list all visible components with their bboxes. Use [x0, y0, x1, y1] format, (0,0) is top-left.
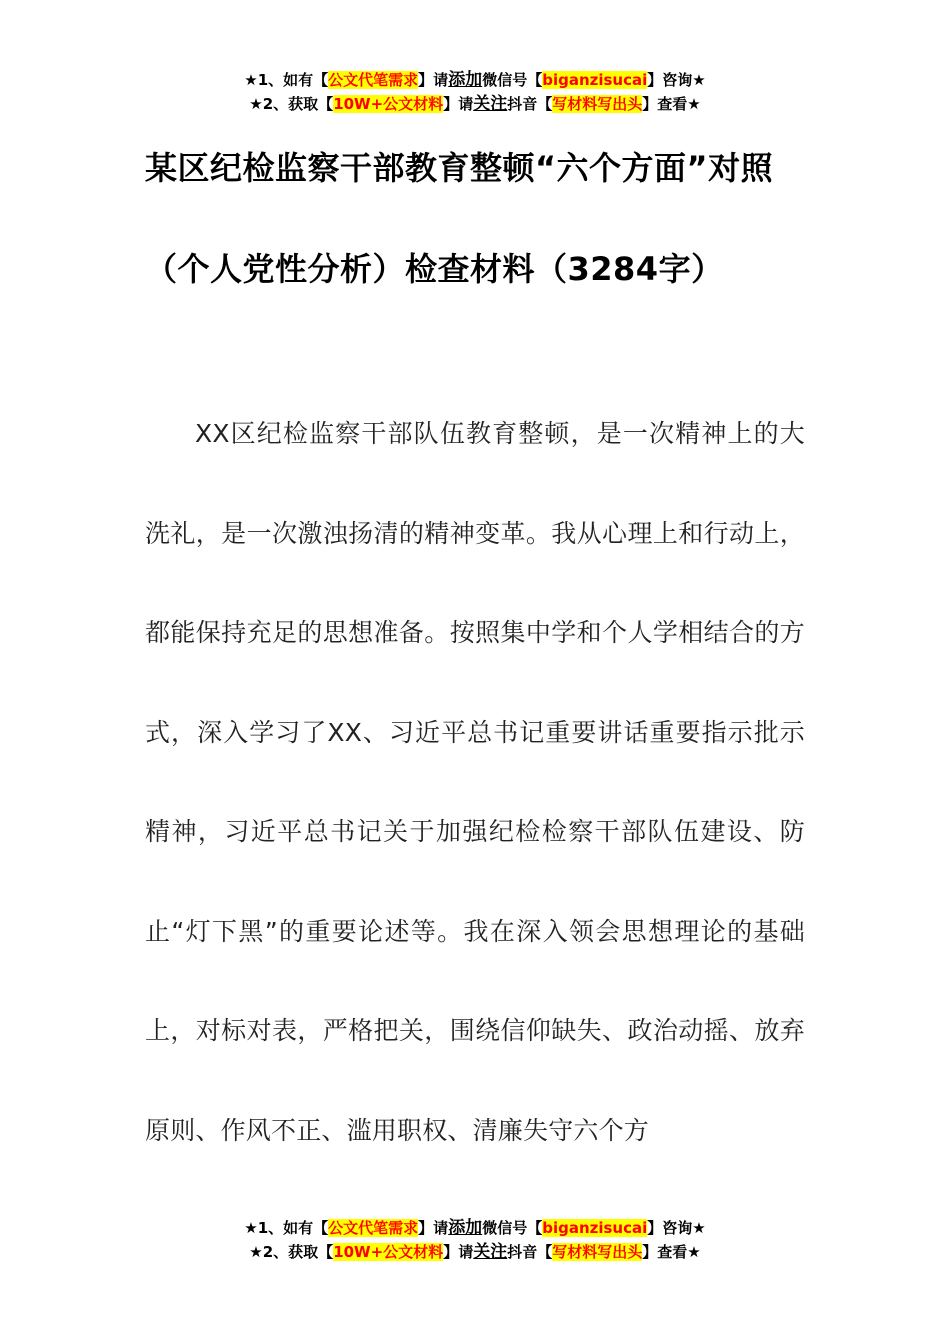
banner-text: ★2、获取【 — [249, 1243, 334, 1261]
banner-text: 微信号【 — [482, 71, 543, 89]
footer-banner — [0, 1216, 950, 1264]
banner-line-2 — [0, 92, 950, 116]
banner-line-1 — [0, 68, 950, 92]
banner-text: 】请 — [418, 71, 449, 89]
header-banner — [0, 68, 950, 116]
banner-text: 】查看★ — [642, 95, 701, 113]
banner-text: 】请 — [443, 1243, 474, 1261]
underlined-text: 添加 — [448, 1218, 483, 1238]
highlight-wechat-id: biganzisucai — [542, 71, 648, 89]
highlight-materials: 10W+公文材料 — [333, 95, 444, 113]
banner-text: 】请 — [418, 1219, 449, 1237]
underlined-text: 关注 — [473, 1242, 508, 1262]
banner-text: 抖音【 — [507, 95, 553, 113]
highlight-douyin-account: 写材料写出头 — [552, 1243, 643, 1261]
underlined-text: 添加 — [448, 70, 483, 90]
banner-line-1 — [0, 1216, 950, 1240]
banner-text: 】咨询★ — [647, 1219, 706, 1237]
banner-line-2 — [0, 1240, 950, 1264]
highlight-materials: 10W+公文材料 — [333, 1243, 444, 1261]
underlined-text: 关注 — [473, 94, 508, 114]
body-paragraph: XX区纪检监察干部队伍教育整顿，是一次精神上的大洗礼，是一次激浊扬清的精神变革。我从心理上和行动上，都能保持充足的思想准备。按照集中学和个人学相结合的方式，深入学习了XX、习近平总书记重要讲话重要指示批示精神，习近平总书记关于加强纪检检察干部队伍建设、防止“灯下黑”的重要论述等。我在深入领会思想理论的基础上，对标对表，严格把关，围绕信仰缺失、政治动摇、放弃原则、作风不正、滥用职权、清廉失守六个方 — [145, 419, 805, 1145]
banner-text: ★1、如有【 — [244, 1219, 329, 1237]
banner-text: 】请 — [443, 95, 474, 113]
banner-text: 微信号【 — [482, 1219, 543, 1237]
banner-text: 抖音【 — [507, 1243, 553, 1261]
banner-text: 】查看★ — [642, 1243, 701, 1261]
highlight-douyin-account: 写材料写出头 — [552, 95, 643, 113]
banner-text: ★1、如有【 — [244, 71, 329, 89]
banner-text: ★2、获取【 — [249, 95, 334, 113]
highlight-wechat-id: biganzisucai — [542, 1219, 648, 1237]
banner-text: 】咨询★ — [647, 71, 706, 89]
document-title: 某区纪检监察干部教育整顿“六个方面”对照（个人党性分析）检查材料（3284字） — [145, 149, 774, 288]
highlight-service: 公文代笔需求 — [328, 1219, 419, 1237]
highlight-service: 公文代笔需求 — [328, 71, 419, 89]
